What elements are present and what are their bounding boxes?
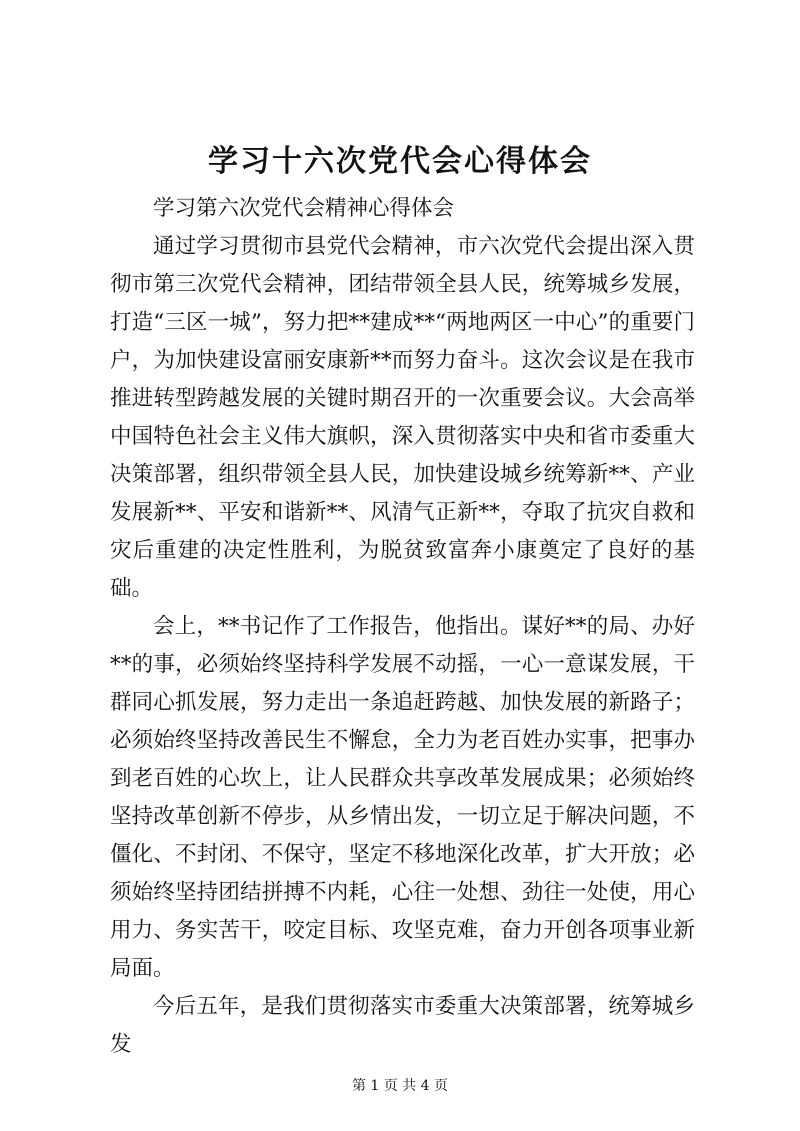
subtitle-paragraph: 学习第六次党代会精神心得体会 (153, 196, 455, 221)
body-paragraph: 会上，**书记作了工作报告，他指出。谋好**的局、办好**的事，必须始终坚持科学发展不动摇，一心一意谋发展，干群同心抓发展，努力走出一条追赶跨越、加快发展的新路子；必须始终坚持改善民生不懈怠，全力为老百姓办实事，把事办到老百姓的心坎上，让人民群众共享改革发展成果；必须始终坚持改革创新不停步，从乡情出发，一切立足于解决问题，不僵化、不封闭、不保守，坚定不移地深化改革，扩大开放；必须始终坚持团结拼搏不内耗，心往一处想、劲往一处使，用心用力、务实苦干，咬定目标、攻坚克难，奋力开创各项事业新局面。 (110, 614, 695, 981)
page-footer: 第 1 页 共 4 页 (351, 1078, 449, 1094)
body-paragraph: 今后五年，是我们贯彻落实市委重大决策部署，统筹城乡发 (110, 994, 695, 1057)
document-title: 学习十六次党代会心得体会 (208, 144, 592, 179)
body-paragraph: 通过学习贯彻市县党代会精神，市六次党代会提出深入贯彻市第三次党代会精神，团结带领全县人民，统筹城乡发展，打造“三区一城”，努力把**建成**“两地两区一中心”的重要门户，为加快建设富丽安康新**而努力奋斗。这次会议是在我市推进转型跨越发展的关键时期召开的一次重要会议。大会高举中国特色社会主义伟大旗帜，深入贯彻落实中央和省市委重大决策部署，组织带领全县人民，加快建设城乡统筹新**、产业发展新**、平安和谐新**、风清气正新**，夺取了抗灾自救和灾后重建的决定性胜利，为脱贫致富奔小康奠定了良好的基础。 (110, 234, 695, 601)
document-body (110, 190, 695, 1064)
